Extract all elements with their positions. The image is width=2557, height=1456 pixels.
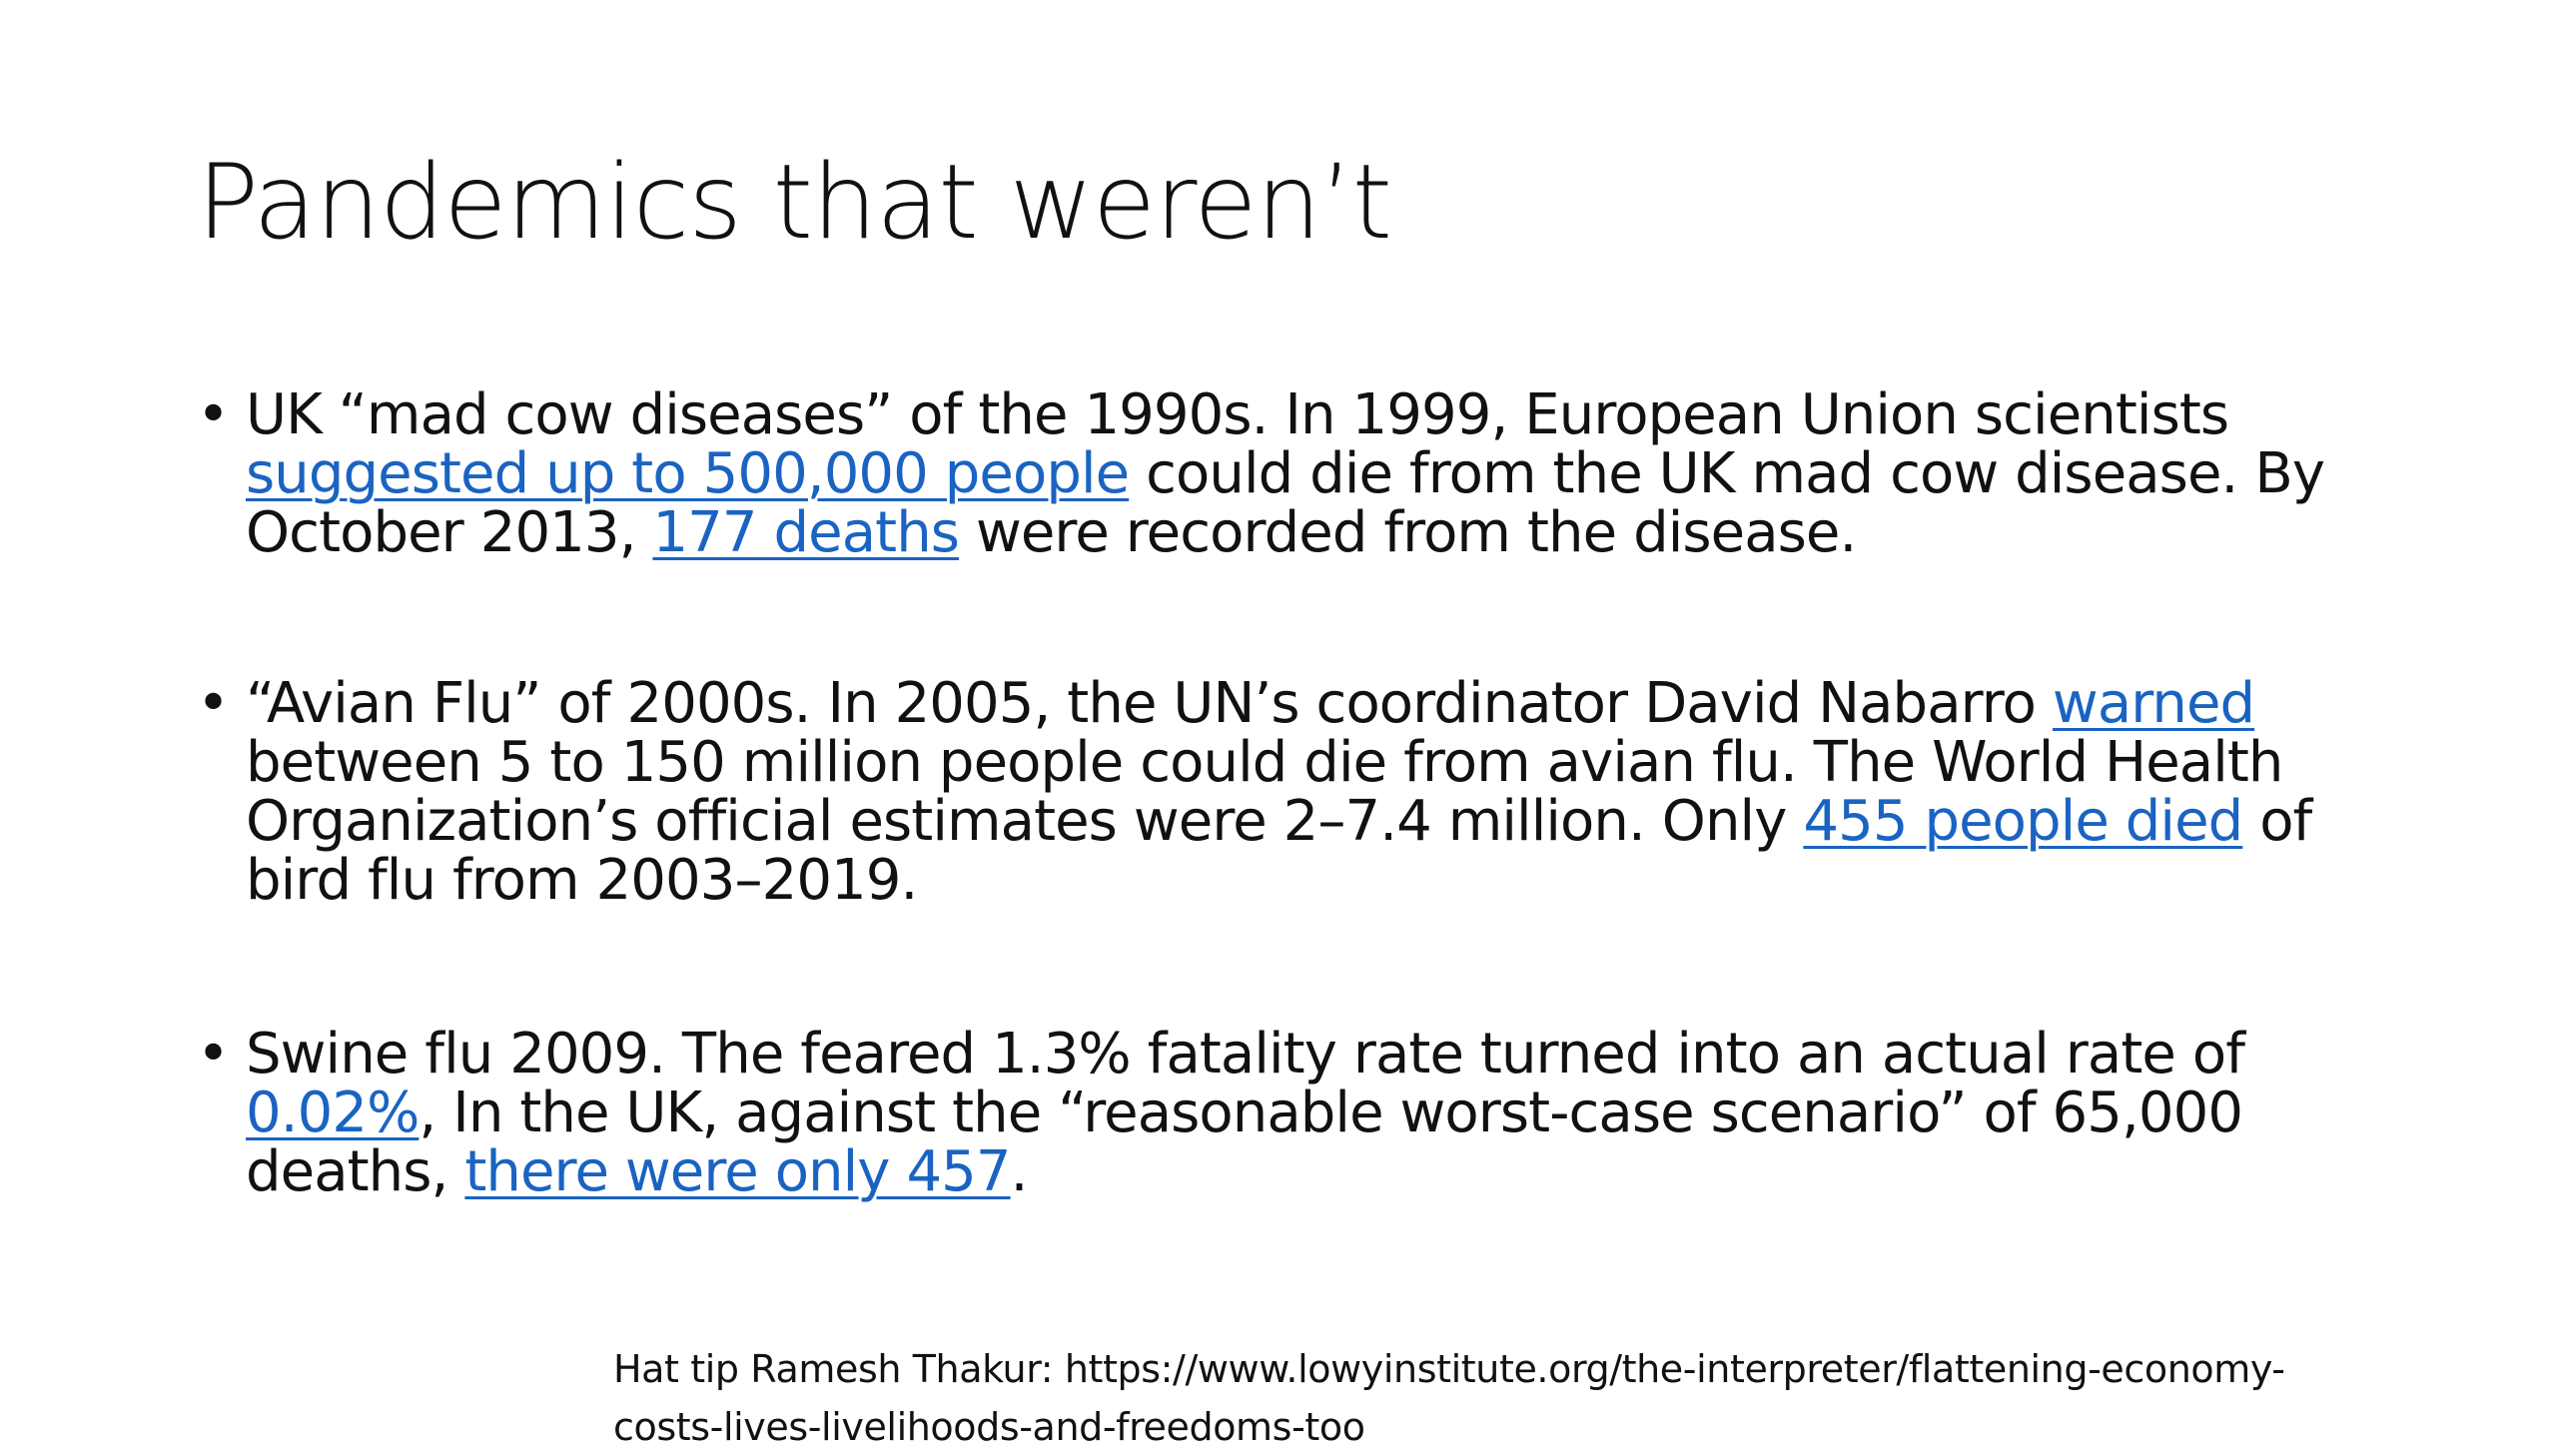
link-warned[interactable]: warned (2052, 671, 2255, 736)
link-there-were-only-457[interactable]: there were only 457 (464, 1139, 1011, 1204)
link-455-people-died[interactable]: 455 people died (1803, 789, 2243, 854)
link-0-02-percent[interactable]: 0.02% (246, 1081, 420, 1145)
hat-tip-note: Hat tip Ramesh Thakur: https://www.lowyinstitute.org/the-interpreter/flattening-economy-costs-lives-livelihoods-and-freedoms-too (613, 1347, 2285, 1449)
bullet-swine-flu (197, 1022, 2444, 1204)
bullet-text (246, 1022, 2433, 1204)
bullet-text-part: “Avian Flu” of 2000s. In 2005, the UN’s coordinator David Nabarro (246, 671, 2053, 736)
bullet-text-part: between 5 to 150 million people could die from avian flu. The World Health Organization’s official estimates were 2–7.4 million. Only (246, 730, 2283, 854)
link-500000-people[interactable]: suggested up to 500,000 people (246, 441, 1130, 506)
bullet-text (246, 382, 2433, 565)
bullet-text-part: UK “mad cow diseases” of the 1990s. In 1999, European Union scientists (246, 382, 2229, 447)
bullet-text-part: could die from the UK mad cow disease. By October 2013, (246, 441, 2325, 565)
bullet-text-part: Swine flu 2009. The feared 1.3% fatality rate turned into an actual rate of (246, 1022, 2245, 1087)
bullet-marker: • (197, 382, 230, 447)
bullet-mad-cow (197, 382, 2444, 565)
bullet-text-part: of bird flu from 2003–2019. (246, 789, 2312, 913)
bullet-text-part: , In the UK, against the “reasonable worst-case scenario” of 65,000 deaths, (246, 1081, 2243, 1204)
bullet-text-part: . (1010, 1139, 1028, 1204)
bullet-text-part: were recorded from the disease. (959, 500, 1857, 565)
bullet-marker: • (197, 671, 230, 736)
link-177-deaths[interactable]: 177 deaths (652, 500, 960, 565)
bullet-text (246, 671, 2433, 913)
bullet-avian-flu (197, 671, 2444, 913)
slide-title: Pandemics that weren’t (197, 143, 1391, 263)
bullet-marker: • (197, 1022, 230, 1087)
